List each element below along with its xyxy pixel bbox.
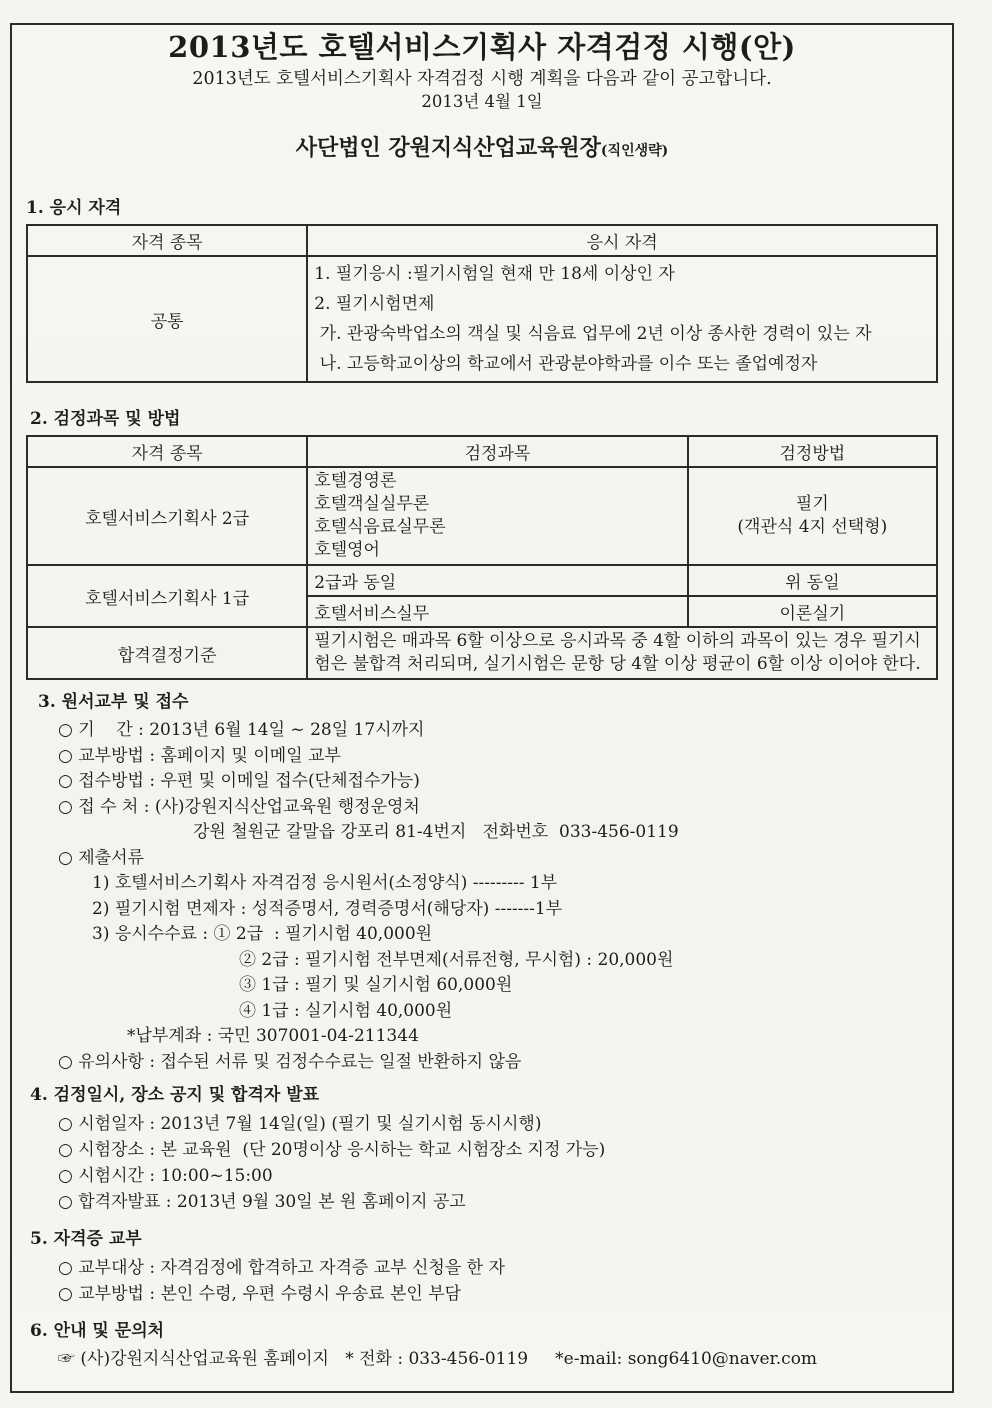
page-title: 2013년도 호텔서비스기획사 자격검정 시행(안): [168, 30, 796, 64]
criteria-text-cell: 필기시험은 매과목 6할 이상으로 응시과목 중 4할 이하의 과목이 있는 경우 필기시험은 불합격 처리되며, 실기시험은 문항 당 4할 이상 평균이 6할 이상 이어야 한다.: [307, 627, 937, 679]
subjects-row-grade1a: [27, 565, 937, 596]
grade1-category-cell: 호텔서비스기획사 1급: [27, 565, 307, 627]
period-line: ○ 기 간 : 2013년 6월 14일 ~ 28일 17시까지: [58, 720, 425, 740]
section-2-heading: 2. 검정과목 및 방법: [30, 409, 181, 429]
section-3-heading: 3. 원서교부 및 접수: [38, 692, 189, 712]
grade2-method-cell: [688, 467, 937, 565]
exam-place-line: ○ 시험장소 : 본 교육원 (단 20명이상 응시하는 학교 시험장소 지정 가능): [58, 1140, 606, 1160]
exam-time-line: ○ 시험시간 : 10:00~15:00: [58, 1166, 273, 1186]
subjects-header-row: [27, 436, 937, 467]
doc-exemption-line: 2) 필기시험 면제자 : 성적증명서, 경력증명서(해당자) -------1부: [92, 898, 563, 919]
grade2-method-line: 필기: [795, 494, 829, 514]
issuer-name: 사단법인 강원지식산업교육원장: [295, 135, 601, 161]
eligibility-line: 나. 고등학교이상의 학교에서 관광분야학과를 이수 또는 졸업예정자: [314, 354, 818, 374]
grade2-subjects-cell: [307, 467, 687, 565]
grade2-subject: 호텔객실실무론: [314, 494, 430, 514]
fee-grade1-practical-line: ④ 1급 : 실기시험 40,000원: [239, 1000, 453, 1021]
grade2-method-line: (객관식 4지 선택형): [737, 517, 888, 537]
issue-target-line: ○ 교부대상 : 자격검정에 합격하고 자격증 교부 신청을 한 자: [58, 1258, 505, 1278]
announcement-date: 2013년 4월 1일: [421, 92, 543, 111]
certificate-list: [58, 1255, 938, 1307]
grade1-subject-cell-2: 호텔서비스실무: [307, 596, 687, 627]
contact-list: [58, 1347, 938, 1373]
apply-office-line: ○ 접 수 처 : (사)강원지식산업교육원 행정운영처: [58, 796, 420, 817]
subjects-col-method: 검정방법: [688, 436, 937, 467]
grade2-subject: 호텔경영론: [314, 471, 397, 491]
apply-method-line: ○ 접수방법 : 우편 및 이메일 접수(단체접수가능): [58, 771, 420, 791]
subjects-row-grade2: [27, 467, 937, 565]
eligibility-line: 가. 관광숙박업소의 객실 및 식음료 업무에 2년 이상 종사한 경력이 있는 자: [314, 324, 872, 344]
doc-application-line: 1) 호텔서비스기획사 자격검정 응시원서(소정양식) --------- 1부: [92, 873, 558, 893]
exam-date-line: ○ 시험일자 : 2013년 7월 14일(일) (필기 및 실기시험 동시시행): [58, 1114, 542, 1134]
subjects-row-criteria: [27, 627, 937, 679]
eligibility-category-cell: 공통: [27, 256, 307, 382]
grade1-subject-cell-1: 2급과 동일: [307, 565, 687, 596]
payment-account-line: *납부계좌 : 국민 307001-04-211344: [127, 1026, 419, 1046]
fee-grade2-written-line: 3) 응시수수료 : ① 2급 : 필기시험 40,000원: [92, 924, 433, 944]
eligibility-line: 1. 필기응시 :필기시험일 현재 만 18세 이상인 자: [314, 264, 675, 284]
document-page: [10, 23, 954, 1393]
section-4-heading: 4. 검정일시, 장소 공지 및 합격자 발표: [30, 1085, 320, 1105]
eligibility-col-requirements: 응시 자격: [307, 225, 937, 256]
section-5-heading: 5. 자격증 교부: [30, 1229, 142, 1249]
eligibility-table: [26, 224, 938, 383]
section-1-heading: 1. 응시 자격: [26, 198, 122, 218]
grade2-subject: 호텔식음료실무론: [314, 517, 446, 537]
fee-grade1-both-line: ③ 1급 : 필기 및 실기시험 60,000원: [239, 975, 513, 995]
grade2-subject: 호텔영어: [314, 540, 380, 560]
eligibility-row-common: [27, 256, 937, 382]
eligibility-requirements-cell: [307, 256, 937, 382]
grade1-method-cell-1: 위 동일: [688, 565, 937, 596]
refund-notice-line: ○ 유의사항 : 접수된 서류 및 검정수수료는 일절 반환하지 않음: [58, 1051, 522, 1072]
criteria-category-cell: 합격결정기준: [27, 627, 307, 679]
eligibility-header-row: [27, 225, 937, 256]
issue-method-line: ○ 교부방법 : 홈페이지 및 이메일 교부: [58, 745, 341, 766]
pass-announce-line: ○ 합격자발표 : 2013년 9월 30일 본 원 홈페이지 공고: [58, 1192, 466, 1212]
application-list: [58, 718, 938, 1075]
documents-line: ○ 제출서류: [58, 847, 144, 868]
subjects-col-category: 자격 종목: [27, 436, 307, 467]
grade2-category-cell: 호텔서비스기획사 2급: [27, 467, 307, 565]
issuer-seal-note: (직인생략): [600, 143, 669, 159]
issuer-line: [26, 133, 938, 166]
schedule-list: [58, 1111, 938, 1215]
announcement-subtitle: 2013년도 호텔서비스기획사 자격검정 시행 계획을 다음과 같이 공고합니다.: [192, 69, 772, 89]
eligibility-line: 2. 필기시험면제: [314, 294, 435, 314]
grade1-method-cell-2: 이론실기: [688, 596, 937, 627]
cert-issue-method-line: ○ 교부방법 : 본인 수령, 우편 수령시 우송료 본인 부담: [58, 1284, 462, 1304]
eligibility-col-category: 자격 종목: [27, 225, 307, 256]
subjects-col-subjects: 검정과목: [307, 436, 687, 467]
section-6-heading: 6. 안내 및 문의처: [30, 1321, 165, 1341]
subjects-table: [26, 435, 938, 680]
contact-line: ☞ (사)강원지식산업교육원 홈페이지 * 전화 : 033-456-0119 *e-mail: song6410@naver.com: [58, 1349, 818, 1369]
apply-address-line: 강원 철원군 갈말읍 강포리 81-4번지 전화번호 033-456-0119: [193, 822, 679, 842]
fee-grade2-exempt-line: ② 2급 : 필기시험 전부면제(서류전형, 무시험) : 20,000원: [239, 949, 674, 970]
